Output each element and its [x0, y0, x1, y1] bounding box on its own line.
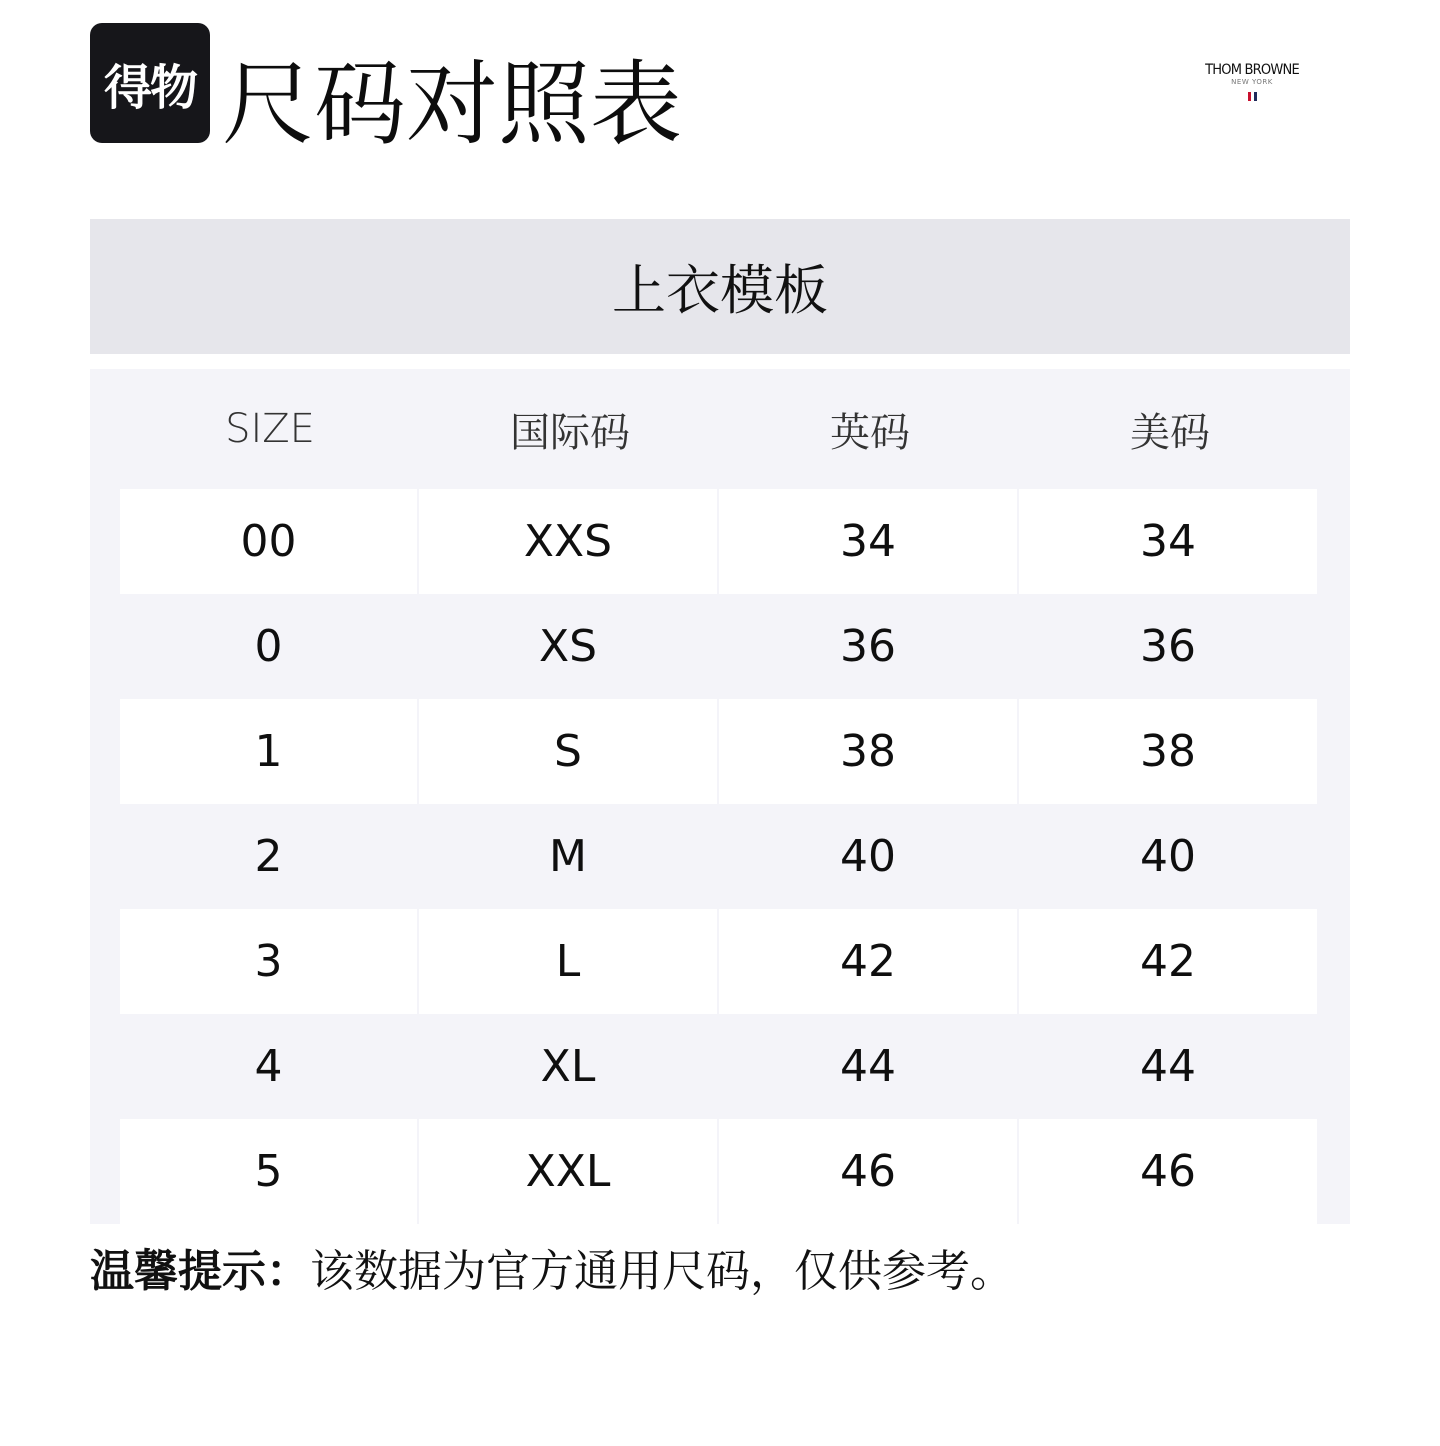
table-cell: 34	[719, 489, 1017, 594]
table-cell: 46	[719, 1119, 1017, 1224]
table-cell: 40	[1140, 831, 1196, 882]
table-row	[120, 909, 1317, 1014]
column-header-international: 国际码	[510, 409, 630, 456]
table-cell: 0	[254, 621, 283, 672]
size-table	[90, 369, 1350, 1224]
table-cell: XL	[540, 1041, 596, 1092]
table-row	[120, 489, 1317, 594]
table-row	[120, 804, 1317, 909]
column-header-uk: 英码	[830, 409, 910, 456]
brand-name: THOM BROWNE	[1205, 62, 1299, 78]
table-cell: 5	[120, 1119, 417, 1224]
table-row	[120, 1119, 1317, 1224]
table-cell: 42	[1019, 909, 1317, 1014]
stripe-blue	[1254, 92, 1257, 101]
table-cell: 2	[254, 831, 283, 882]
table-cell: 44	[840, 1041, 896, 1092]
section-title: 上衣模板	[612, 259, 828, 322]
table-cell: 44	[1140, 1041, 1196, 1092]
table-cell: 34	[1019, 489, 1317, 594]
table-cell: 38	[719, 699, 1017, 804]
table-cell: S	[419, 699, 717, 804]
section-header	[90, 219, 1350, 354]
table-cell: 40	[840, 831, 896, 882]
table-cell: 3	[120, 909, 417, 1014]
page-title: 尺码对照表	[222, 51, 683, 158]
table-cell: 4	[254, 1041, 283, 1092]
table-cell: 36	[1140, 621, 1196, 672]
dewu-logo	[90, 23, 210, 143]
table-cell: XS	[538, 621, 598, 672]
column-header-us: 美码	[1130, 409, 1210, 456]
table-row	[120, 594, 1317, 699]
table-header-row	[120, 369, 1320, 489]
table-cell: 1	[120, 699, 417, 804]
table-cell: L	[419, 909, 717, 1014]
table-cell: XXL	[419, 1119, 717, 1224]
logo-text: 得物	[103, 59, 196, 116]
table-row	[120, 699, 1317, 804]
table-cell: 36	[840, 621, 896, 672]
table-cell: M	[549, 831, 587, 882]
table-cell: 46	[1019, 1119, 1317, 1224]
table-cell: 00	[120, 489, 417, 594]
table-cell: XXS	[419, 489, 717, 594]
column-header-size: SIZE	[225, 406, 315, 452]
tip-label: 温馨提示：	[90, 1246, 310, 1297]
brand-logo	[1190, 62, 1314, 105]
tip-text: 该数据为官方通用尺码，仅供参考。	[310, 1246, 1014, 1297]
table-cell: 38	[1019, 699, 1317, 804]
brand-stripe-icon	[1248, 92, 1257, 101]
table-cell: 42	[719, 909, 1017, 1014]
tip-note	[90, 1242, 1014, 1302]
brand-subtitle: NEW YORK	[1231, 78, 1273, 86]
table-row	[120, 1014, 1317, 1119]
